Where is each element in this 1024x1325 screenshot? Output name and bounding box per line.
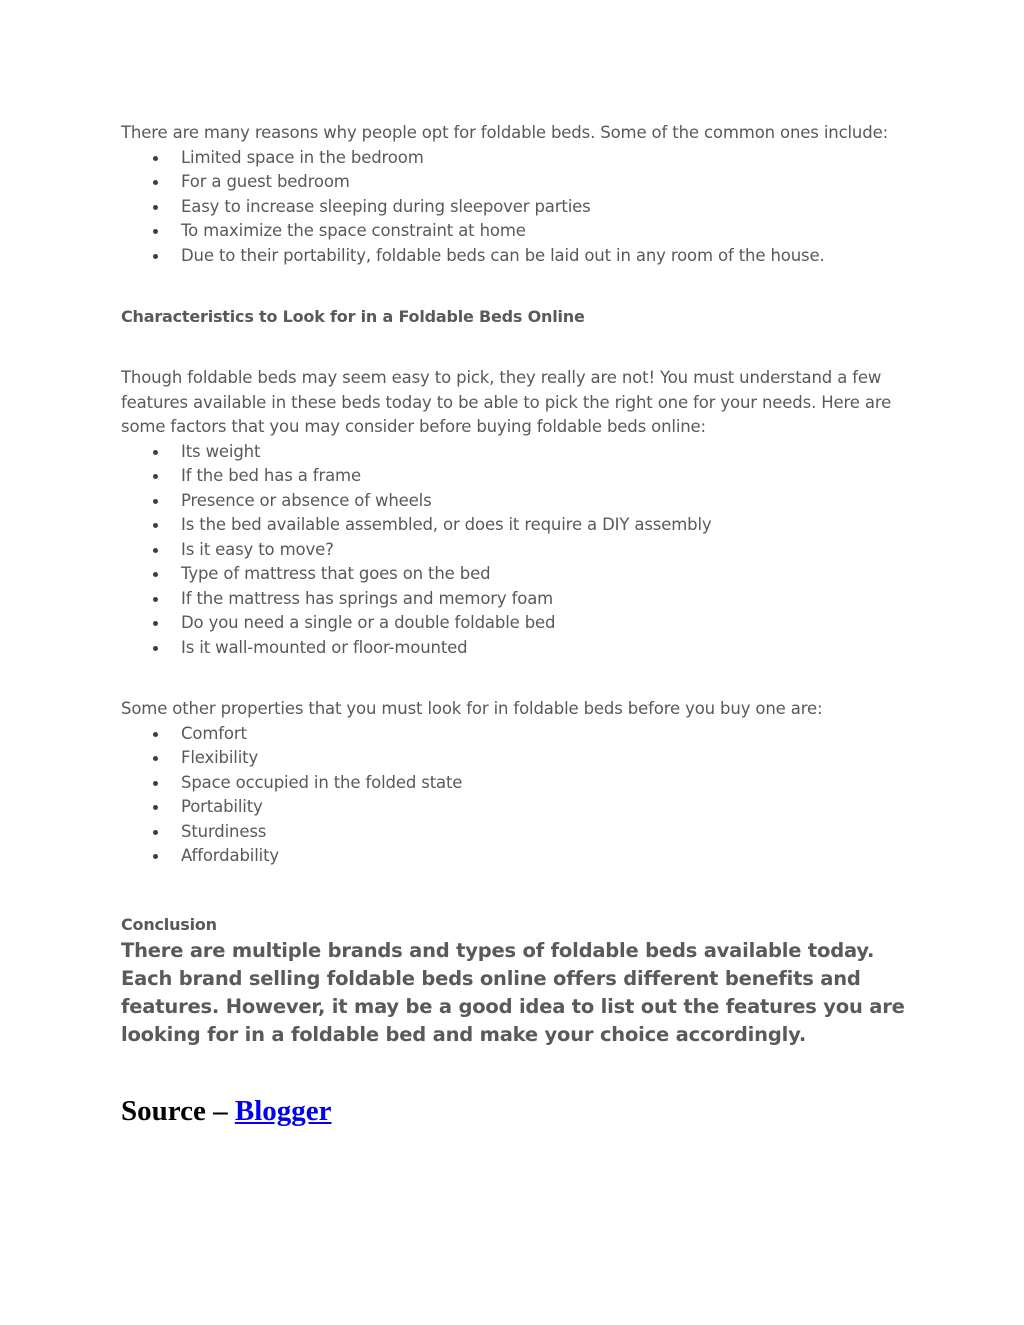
list-item: Portability: [121, 795, 911, 820]
bullet-icon: [153, 732, 158, 737]
bullet-icon: [153, 597, 158, 602]
list-item: Its weight: [121, 440, 911, 465]
bullet-icon: [153, 450, 158, 455]
list-item: Presence or absence of wheels: [121, 489, 911, 514]
list-item: If the bed has a frame: [121, 464, 911, 489]
list-item: For a guest bedroom: [121, 170, 911, 195]
bullet-icon: [153, 830, 158, 835]
bullet-icon: [153, 254, 158, 259]
list-item: Flexibility: [121, 746, 911, 771]
source-label: Source –: [121, 1094, 235, 1127]
list-item: If the mattress has springs and memory foam: [121, 587, 911, 612]
bullet-icon: [153, 646, 158, 651]
bullet-icon: [153, 854, 158, 859]
bullet-icon: [153, 205, 158, 210]
intro-list: [121, 146, 911, 269]
list-item: Comfort: [121, 722, 911, 747]
list-item: Space occupied in the folded state: [121, 771, 911, 796]
properties-list: [121, 722, 911, 869]
bullet-icon: [153, 229, 158, 234]
characteristics-list: [121, 440, 911, 661]
bullet-icon: [153, 781, 158, 786]
bullet-icon: [153, 180, 158, 185]
intro-paragraph: There are many reasons why people opt for foldable beds. Some of the common ones include:: [121, 123, 888, 142]
list-item: Due to their portability, foldable beds can be laid out in any room of the house.: [121, 244, 911, 269]
properties-paragraph: Some other properties that you must look for in foldable beds before you buy one are:: [121, 699, 823, 718]
list-item: To maximize the space constraint at home: [121, 219, 911, 244]
bullet-icon: [153, 156, 158, 161]
conclusion-heading: Conclusion: [121, 914, 217, 934]
bullet-icon: [153, 756, 158, 761]
bullet-icon: [153, 621, 158, 626]
blogger-link[interactable]: Blogger: [234, 1094, 332, 1127]
bullet-icon: [153, 523, 158, 528]
document-page: [121, 121, 911, 1129]
bullet-icon: [153, 805, 158, 810]
list-item: Is it wall-mounted or floor-mounted: [121, 636, 911, 661]
bullet-icon: [153, 548, 158, 553]
characteristics-heading: Characteristics to Look for in a Foldable Beds Online: [121, 307, 585, 326]
characteristics-paragraph: Though foldable beds may seem easy to pick, they really are not! You must understand a few features available in these beds today to be able to pick the right one for your needs. Here are some factors that you may consider before buying foldable beds online:: [121, 368, 892, 436]
list-item: Limited space in the bedroom: [121, 146, 911, 171]
list-item: Sturdiness: [121, 820, 911, 845]
list-item: Type of mattress that goes on the bed: [121, 562, 911, 587]
bullet-icon: [153, 572, 158, 577]
bullet-icon: [153, 474, 158, 479]
list-item: Is the bed available assembled, or does it require a DIY assembly: [121, 513, 911, 538]
bullet-icon: [153, 499, 158, 504]
list-item: Do you need a single or a double foldable bed: [121, 611, 911, 636]
list-item: Easy to increase sleeping during sleepover parties: [121, 195, 911, 220]
list-item: Is it easy to move?: [121, 538, 911, 563]
source-line: [121, 1093, 911, 1129]
list-item: Affordability: [121, 844, 911, 869]
conclusion-paragraph: There are multiple brands and types of foldable beds available today. Each brand selling foldable beds online offers different benefits and features. However, it may be a good idea to list out the features you are looking for in a foldable bed and make your choice accordingly.: [121, 938, 905, 1046]
